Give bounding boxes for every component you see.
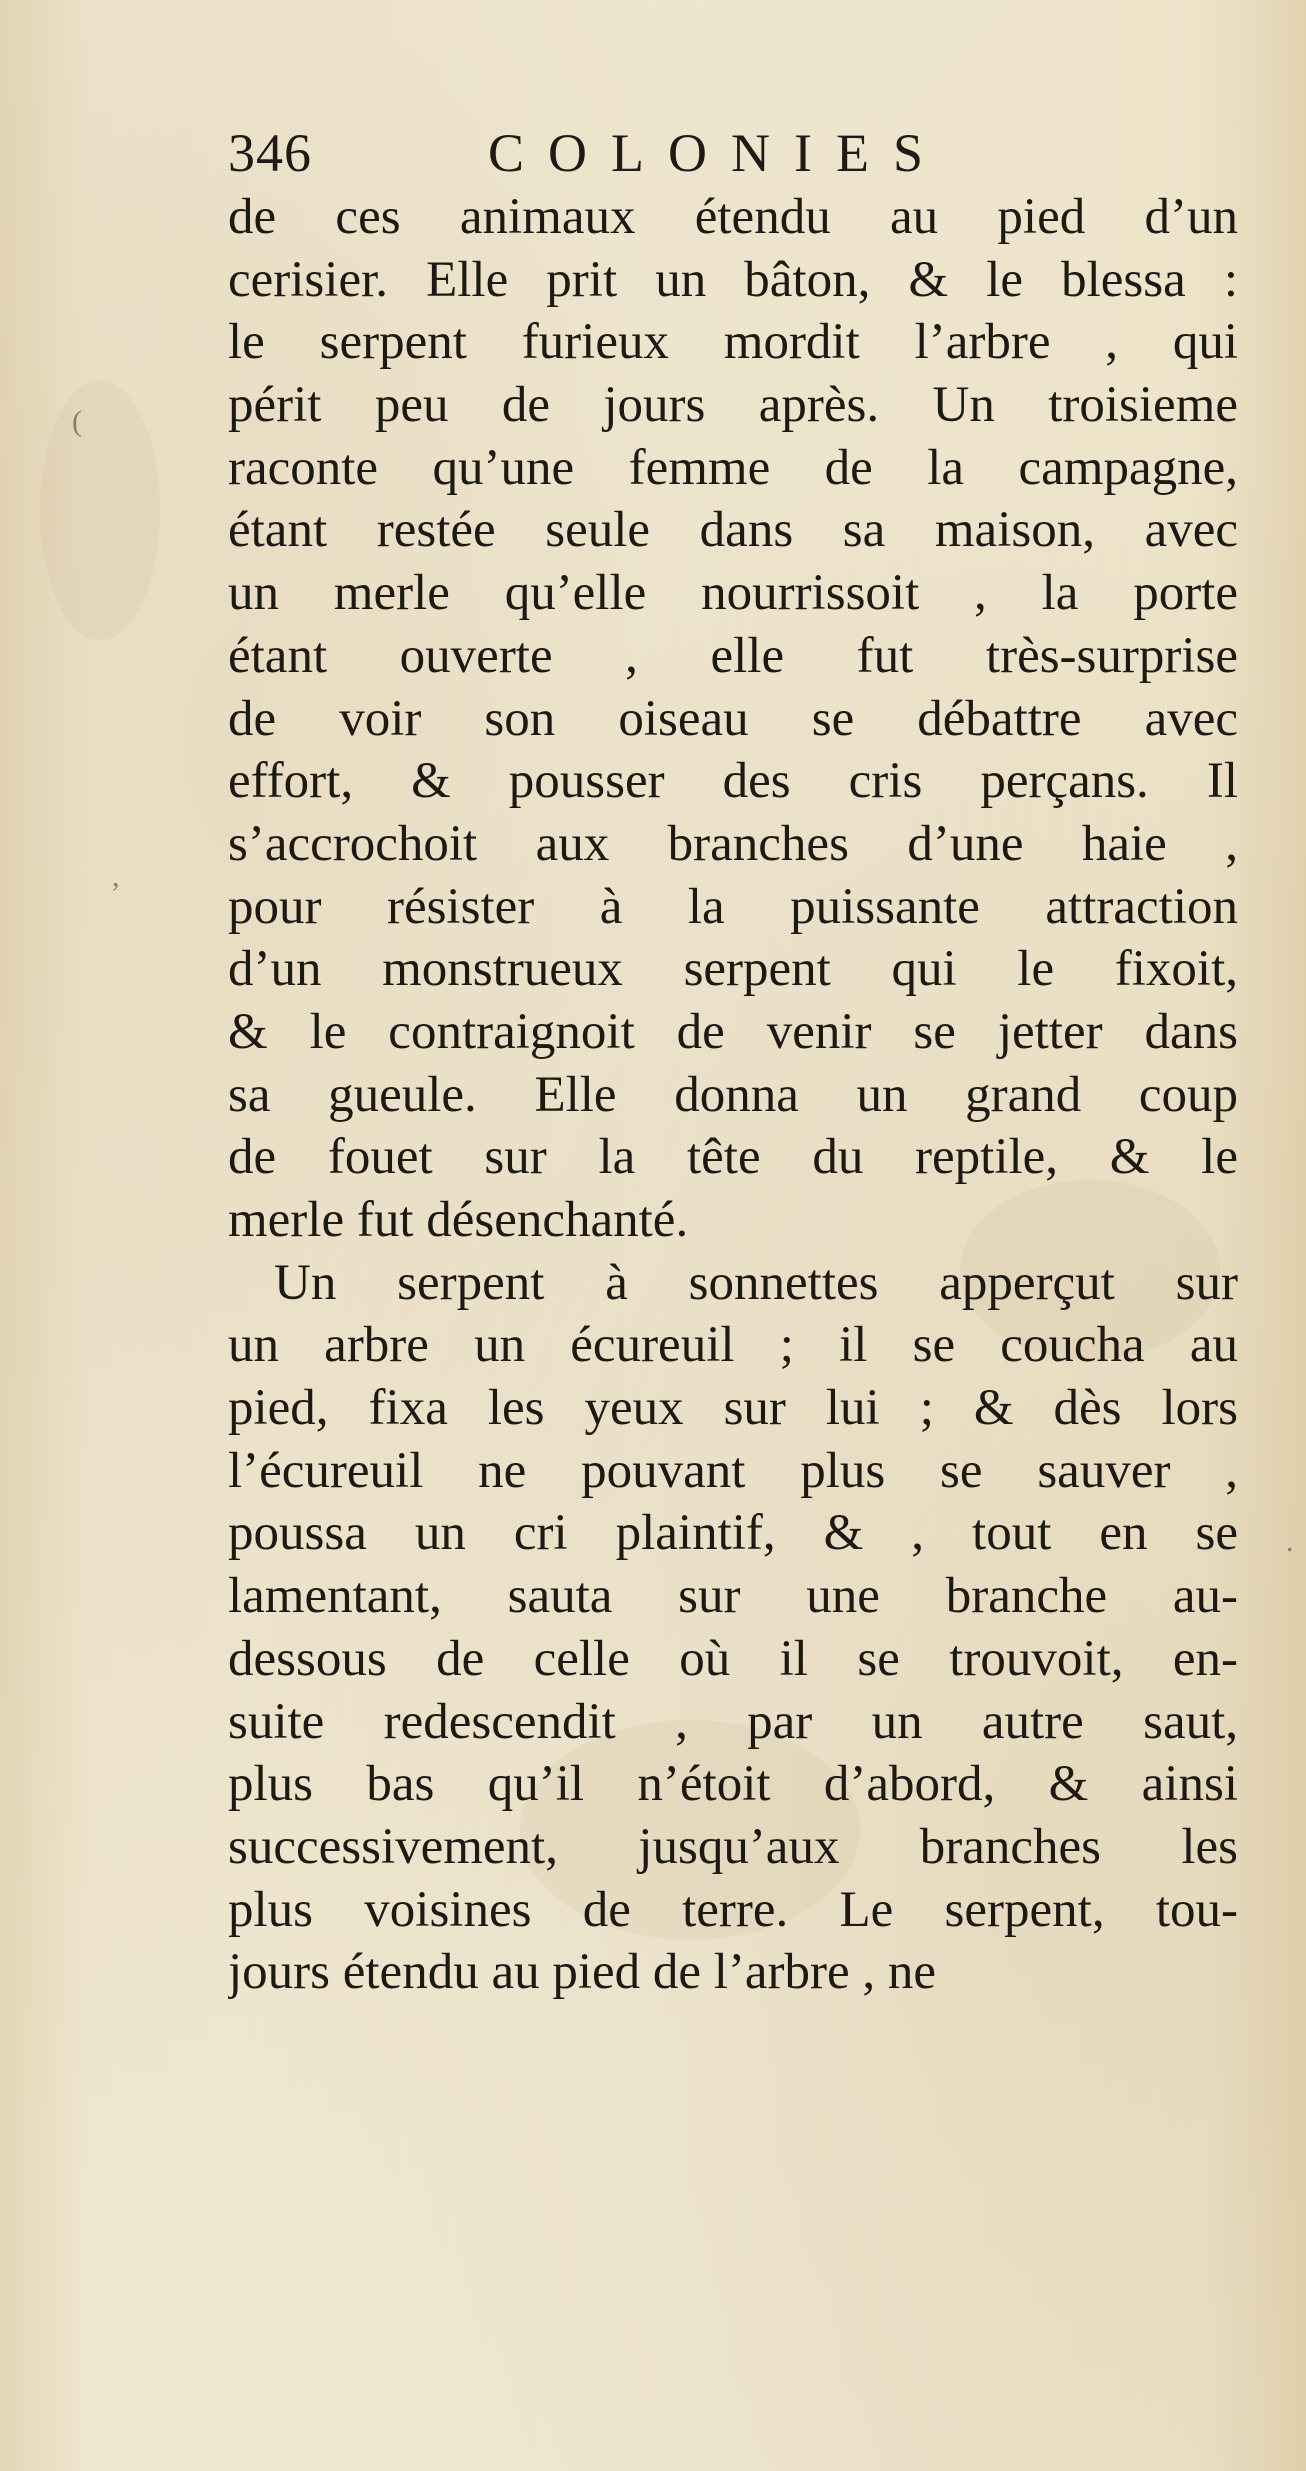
text-line: le serpent furieux mordit l’arbre , qui [228, 314, 1238, 371]
text-line: raconte qu’une femme de la campagne, [228, 439, 1238, 496]
page-number: 346 [228, 123, 312, 183]
text-line: jours étendu au pied de l’arbre , ne [228, 1944, 937, 2001]
text-line: suite redescendit , par un autre saut, [228, 1693, 1238, 1750]
margin-mark: ( [72, 405, 82, 438]
text-line: plus voisines de terre. Le serpent, tou- [228, 1881, 1238, 1938]
body-text [228, 186, 1238, 2004]
text-line: étant ouverte , elle fut très-surprise [228, 627, 1238, 684]
text-line: étant restée seule dans sa maison, avec [228, 502, 1238, 559]
text-line: dessous de celle où il se trouvoit, en- [228, 1630, 1238, 1687]
text-line: poussa un cri plaintif, & , tout en se [228, 1505, 1238, 1562]
running-head: COLONIES [488, 123, 947, 183]
text-line: sa gueule. Elle donna un grand coup [228, 1066, 1238, 1123]
text-line: pour résister à la puissante attraction [228, 878, 1238, 935]
paragraph [228, 186, 1238, 1252]
text-line: de fouet sur la tête du reptile, & le [228, 1129, 1238, 1186]
text-line: lamentant, sauta sur une branche au- [228, 1568, 1238, 1625]
text-line: plus bas qu’il n’étoit d’abord, & ainsi [228, 1756, 1238, 1813]
text-line: Un serpent à sonnettes apperçut sur [274, 1254, 1238, 1311]
margin-mark: , [112, 860, 120, 893]
text-line: pied, fixa les yeux sur lui ; & dès lors [228, 1380, 1238, 1437]
text-line: un arbre un écureuil ; il se coucha au [228, 1317, 1238, 1374]
text-line: merle fut désenchanté. [228, 1192, 689, 1248]
text-line: un merle qu’elle nourrissoit , la porte [228, 565, 1238, 622]
text-line: de ces animaux étendu au pied d’un [228, 189, 1238, 245]
text-line: & le contraignoit de venir se jetter dans [228, 1003, 1238, 1060]
text-line: l’écureuil ne pouvant plus se sauver , [228, 1442, 1238, 1499]
paper-stain [40, 380, 160, 640]
text-line: effort, & pousser des cris perçans. Il [228, 753, 1238, 810]
paragraph [228, 1252, 1238, 2004]
page-header [228, 118, 1108, 188]
margin-mark: . [1286, 1525, 1294, 1558]
text-line: de voir son oiseau se débattre avec [228, 690, 1238, 747]
text-line: périt peu de jours après. Un troisieme [228, 377, 1238, 434]
text-line: successivement, jusqu’aux branches les [228, 1818, 1238, 1875]
text-line: d’un monstrueux serpent qui le fixoit, [228, 941, 1238, 998]
text-line: s’accrochoit aux branches d’une haie , [228, 815, 1238, 872]
text-line: cerisier. Elle prit un bâton, & le blessa : [228, 251, 1238, 308]
